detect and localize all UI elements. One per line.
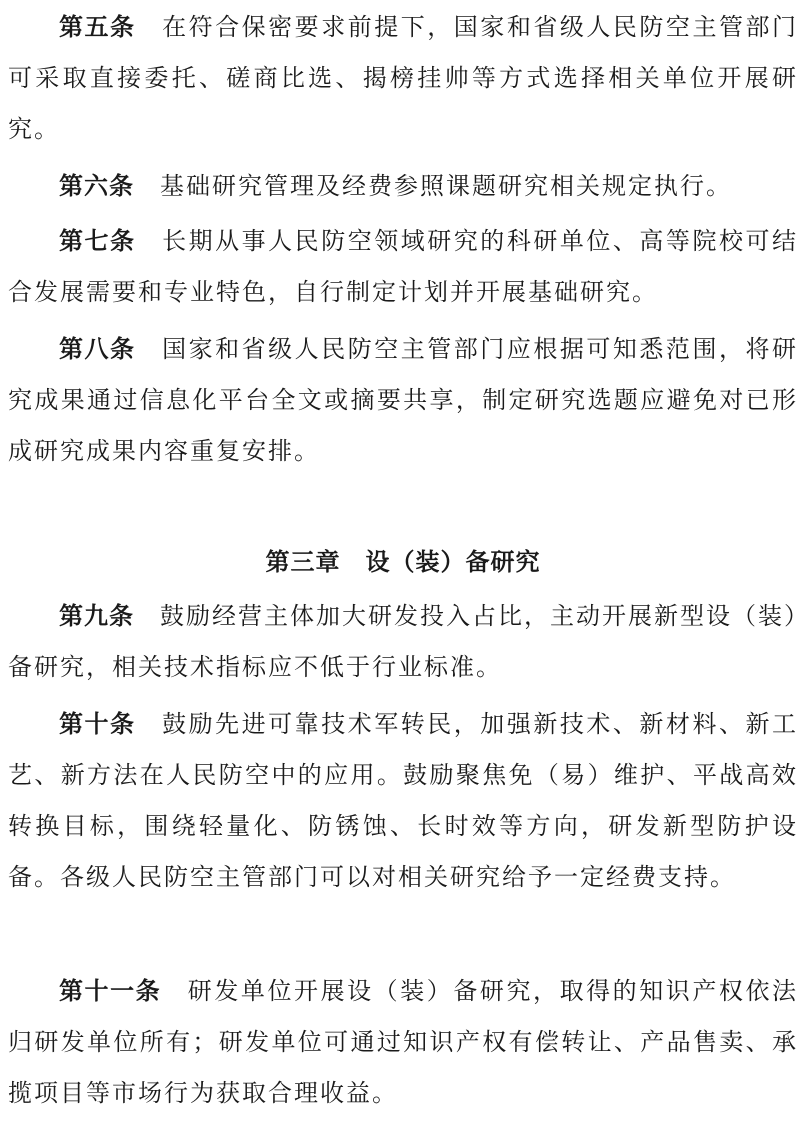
article-text: 在符合保密要求前提下，国家和省级人民防空主管部门可采取直接委托、磋商比选、揭榜挂帅等方式选择相关单位开展研究。 <box>8 13 799 143</box>
article-10 <box>8 699 798 903</box>
article-label: 第六条 <box>59 172 134 200</box>
article-label: 第五条 <box>59 13 136 41</box>
article-9 <box>8 591 798 693</box>
article-label: 第九条 <box>59 602 134 630</box>
article-7 <box>8 216 798 318</box>
article-5 <box>8 2 798 155</box>
article-label: 第十一条 <box>59 977 162 1005</box>
article-11 <box>8 966 798 1119</box>
article-text: 研发单位开展设（装）备研究，取得的知识产权依法归研发单位所有；研发单位可通过知识产权有偿转让、产品售卖、承揽项目等市场行为获取合理收益。 <box>8 977 799 1107</box>
article-text: 长期从事人民防空领域研究的科研单位、高等院校可结合发展需要和专业特色，自行制定计划并开展基础研究。 <box>8 227 799 306</box>
article-label: 第八条 <box>59 335 136 363</box>
article-8 <box>8 324 798 477</box>
article-text: 国家和省级人民防空主管部门应根据可知悉范围，将研究成果通过信息化平台全文或摘要共享，制定研究选题应避免对已形成研究成果内容重复安排。 <box>8 335 799 465</box>
article-text: 鼓励先进可靠技术军转民，加强新技术、新材料、新工艺、新方法在人民防空中的应用。鼓励聚焦免（易）维护、平战高效转换目标，围绕轻量化、防锈蚀、长时效等方向，研发新型防护设备。各级人民防空主管部门可以对相关研究给予一定经费支持。 <box>8 710 799 891</box>
article-label: 第十条 <box>59 710 136 738</box>
article-6 <box>8 161 798 212</box>
article-label: 第七条 <box>59 227 136 255</box>
article-text: 鼓励经营主体加大研发投入占比，主动开展新型设（装）备研究，相关技术指标应不低于行业标准。 <box>8 602 798 681</box>
article-text: 基础研究管理及经费参照课题研究相关规定执行。 <box>160 172 732 200</box>
chapter-title: 第三章 设（装）备研究 <box>265 548 541 576</box>
